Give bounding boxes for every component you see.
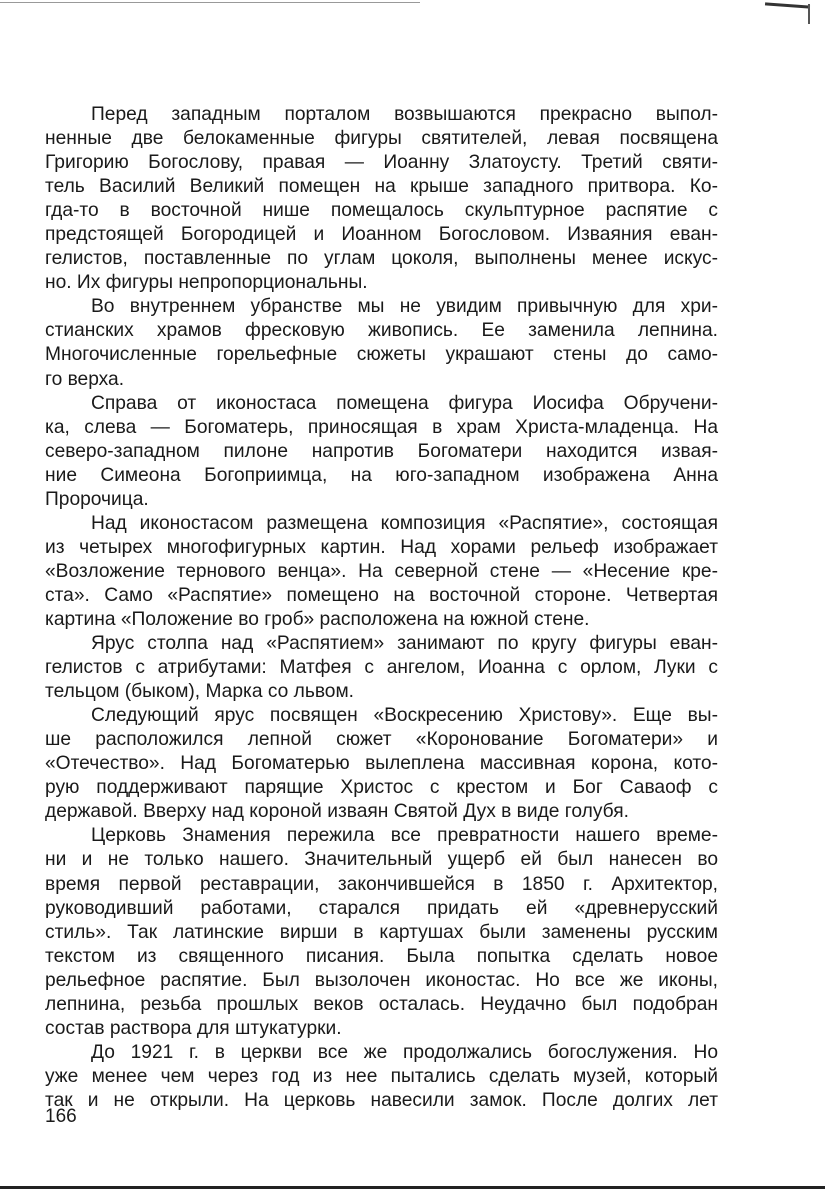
paragraph — [45, 103, 718, 295]
text-line: «Возложение тернового венца». На северной стене — «Несение кре- — [45, 560, 718, 582]
text-line: лепнина, резьба прошлых веков осталась. Неудачно был подобран — [45, 993, 718, 1015]
text-line: время первой реставрации, закончившейся в 1850 г. Архитектор, — [45, 873, 718, 895]
paragraph — [45, 295, 718, 391]
text-line: го верха. — [45, 368, 125, 390]
body-text — [45, 103, 718, 1113]
paragraph — [45, 704, 718, 824]
paragraph — [45, 824, 718, 1040]
text-line: Церковь Знамения пережила все превратности нашего време- — [91, 825, 718, 847]
paragraph — [45, 632, 718, 704]
text-line: Григорию Богослову, правая — Иоанну Златоусту. Третий святи- — [45, 152, 718, 174]
text-line: Пророчица. — [45, 488, 149, 510]
top-scan-edge-line — [0, 2, 420, 3]
text-line: Над иконостасом размещена композиция «Распятие», состоящая — [91, 512, 718, 534]
text-line: державой. Вверху над короной изваян Святой Дух в виде голубя. — [45, 801, 629, 823]
text-line: тельцом (быком), Марка со львом. — [45, 681, 354, 703]
text-line: стианских храмов фресковую живопись. Ее заменила лепнина. — [45, 320, 718, 342]
text-line: руководивший работами, старался придать ей «древнерусский — [45, 897, 718, 919]
text-line: ка, слева — Богоматерь, приносящая в храм Христа-младенца. На — [45, 416, 718, 438]
text-line: состав раствора для штукатурки. — [45, 1017, 342, 1039]
text-line: гелистов, поставленные по углам цоколя, выполнены менее искус- — [45, 248, 718, 270]
text-line: но. Их фигуры непропорциональны. — [45, 272, 368, 294]
text-line: «Отечество». Над Богоматерью вылеплена массивная корона, кото- — [45, 753, 718, 775]
page-number: 166 — [45, 1106, 77, 1127]
text-line: Ярус столпа над «Распятием» занимают по кругу фигуры еван- — [91, 633, 718, 655]
paragraph — [45, 512, 718, 632]
paragraph — [45, 392, 718, 512]
text-line: из четырех многофигурных картин. Над хорами рельеф изображает — [45, 536, 718, 558]
text-line: рую поддерживают парящие Христос с крестом и Бог Саваоф с — [45, 777, 718, 799]
text-line: гелистов с атрибутами: Матфея с ангелом, Иоанна с орлом, Луки с — [45, 657, 718, 679]
text-line: ни и не только нашего. Значительный ущерб ей был нанесен во — [45, 849, 718, 871]
text-line: уже менее чем через год из нее пытались сделать музей, который — [45, 1065, 718, 1087]
text-line: Во внутреннем убранстве мы не увидим привычную для хри- — [91, 296, 718, 318]
text-line: ние Симеона Богоприимца, на юго-западном изображена Анна — [45, 464, 718, 486]
text-line: рельефное распятие. Был вызолочен иконостас. Но все же иконы, — [45, 969, 718, 991]
text-line: текстом из священного писания. Была попытка сделать новое — [45, 945, 718, 967]
bottom-scan-edge-line — [0, 1186, 825, 1189]
text-line: стиль». Так латинские вирши в картушах были заменены русским — [45, 921, 718, 943]
text-line: Перед западным порталом возвышаются прекрасно выпол- — [91, 104, 718, 125]
text-line: До 1921 г. в церкви все же продолжались богослужения. Но — [91, 1041, 718, 1063]
text-line: Следующий ярус посвящен «Воскресению Христову». Еще вы- — [91, 705, 718, 727]
corner-scan-mark-vertical — [808, 4, 810, 24]
text-line: северо-западном пилоне напротив Богоматери находится извая- — [45, 440, 718, 462]
text-line: картина «Положение во гроб» расположена на южной стене. — [45, 608, 590, 630]
paragraph — [45, 1041, 718, 1113]
text-line: ста». Само «Распятие» помещено на восточной стороне. Четвертая — [45, 584, 718, 606]
text-line: Справа от иконостаса помещена фигура Иосифа Обручени- — [91, 392, 718, 414]
text-line: ненные две белокаменные фигуры святителей, левая посвящена — [45, 128, 718, 150]
text-line: Многочисленные горельефные сюжеты украшают стены до само- — [45, 344, 718, 366]
text-line: гда-то в восточной нише помещалось скульптурное распятие с — [45, 200, 718, 222]
text-line: тель Василий Великий помещен на крыше западного притвора. Ко- — [45, 176, 718, 198]
text-line: так и не открыли. На церковь навесили замок. После долгих лет — [45, 1089, 718, 1111]
text-line: предстоящей Богородицей и Иоанном Богословом. Изваяния еван- — [45, 224, 718, 246]
corner-scan-mark — [765, 2, 810, 8]
text-line: ше расположился лепной сюжет «Коронование Богоматери» и — [45, 729, 718, 751]
